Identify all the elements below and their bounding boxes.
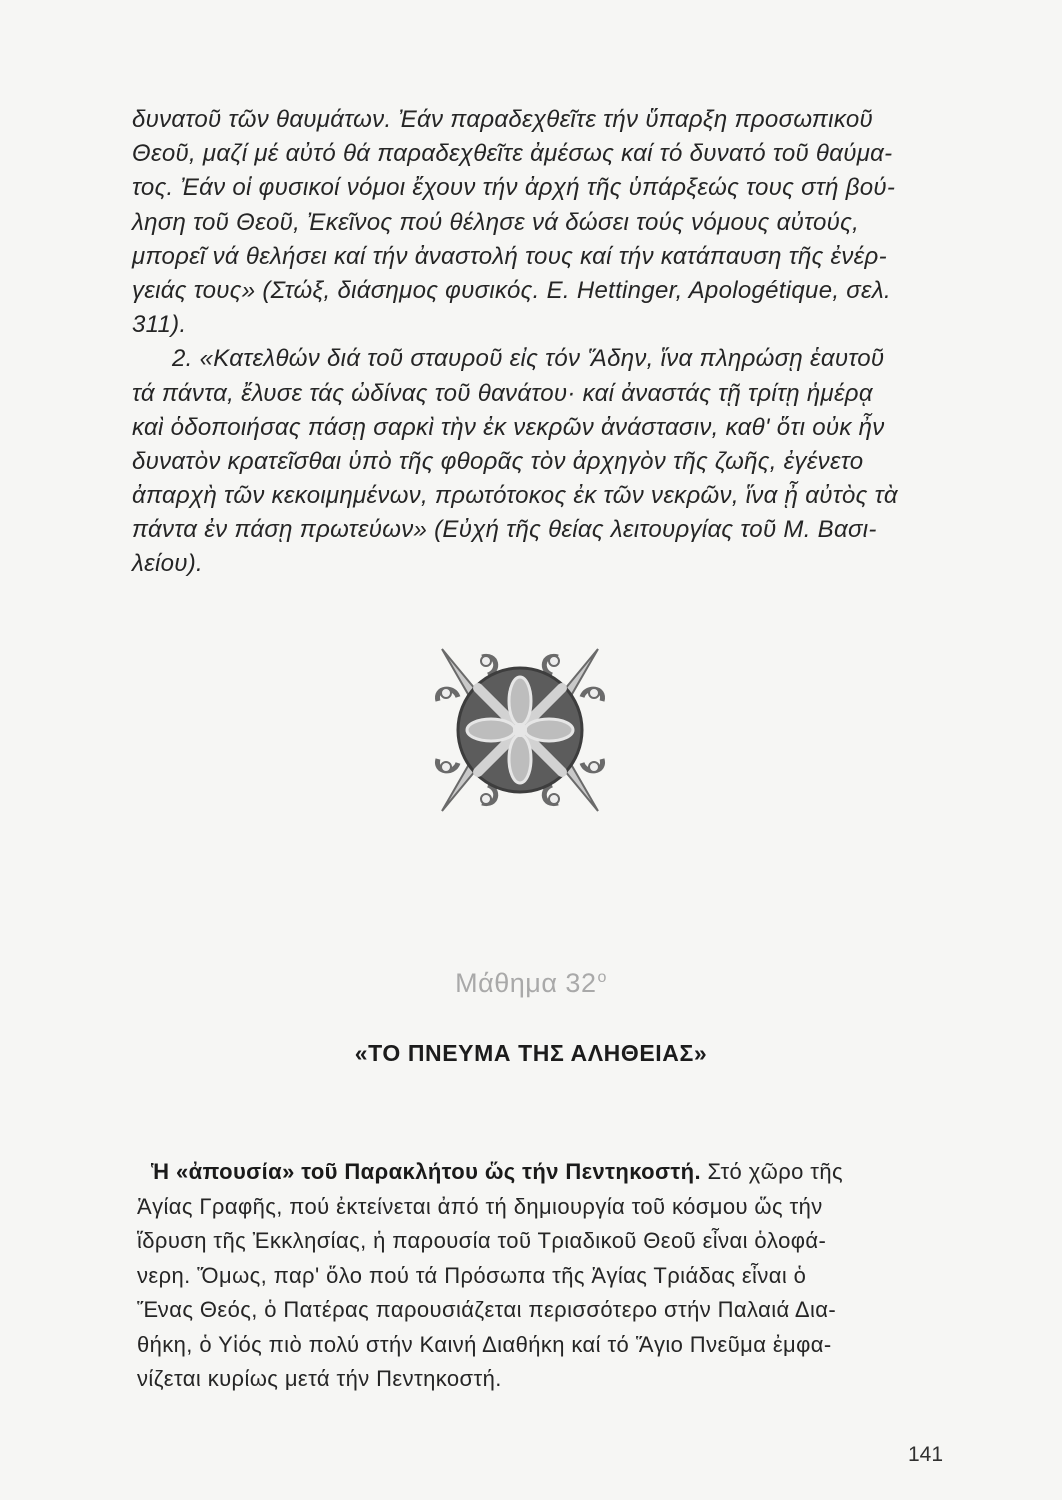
byzantine-ornament-icon <box>420 635 620 825</box>
chapter-title: «ΤΟ ΠΝΕΥΜΑ ΤΗΣ ΑΛΗΘΕΙΑΣ» <box>354 1040 708 1066</box>
text-line: μπορεῖ νά θελήσει καί τήν ἀναστολή τους καί τήν κατάπαυση τῆς ἐνέρ- <box>132 242 887 270</box>
text-line: τος. Ἐάν οἱ φυσικοί νόμοι ἔχουν τήν ἀρχή τῆς ὑπάρξεώς τους στή βού- <box>132 174 896 202</box>
page-number: 141 <box>908 1443 944 1466</box>
text-line: νερη. Ὅμως, παρ' ὅλο πού τά Πρόσωπα τῆς Ἁγίας Τριάδας εἶναι ὁ <box>137 1262 807 1288</box>
lesson-number <box>0 968 1062 999</box>
text-line: θήκη, ὁ Υἱός πιὸ πολύ στήν Καινή Διαθήκη καί τό Ἅγιο Πνεῦμα ἐμφα- <box>137 1331 832 1357</box>
text-line: καὶ ὁδοποιήσας πάσῃ σαρκὶ τὴν ἐκ νεκρῶν ἀνάστασιν, καθ' ὅτι οὐκ ἦν <box>132 413 885 441</box>
text-line: ἀπαρχὴ τῶν κεκοιμημένων, πρωτότοκος ἐκ τῶν νεκρῶν, ἵνα ᾖ αὐτὸς τὰ <box>132 482 898 510</box>
text-line: δυνατὸν κρατεῖσθαι ὑπὸ τῆς φθορᾶς τὸν ἀρχηγὸν τῆς ζωῆς, ἐγένετο <box>132 447 864 475</box>
section-heading: Ἡ «ἀπουσία» τοῦ Παρακλήτου ὥς τήν Πεντηκοστή. <box>151 1159 701 1184</box>
text-line: 311). <box>132 311 187 339</box>
lesson-label: Μάθημα 32 <box>455 968 597 998</box>
text-line: νίζεται κυρίως μετά τήν Πεντηκοστή. <box>137 1366 502 1391</box>
text-line: γειάς τους» (Στώξ, διάσημος φυσικός. E. Hettinger, Apologétique, σελ. <box>132 276 891 304</box>
text-line: δυνατοῦ τῶν θαυμάτων. Ἐάν παραδεχθεῖτε τήν ὕπαρξη προσωπικοῦ <box>132 106 873 133</box>
text-line: Θεοῦ, μαζί μέ αὐτό θά παραδεχθεῖτε ἀμέσως καί τό δυνατό τοῦ θαύμα- <box>132 140 893 168</box>
section-body <box>137 1155 957 1397</box>
footnote-continuation <box>132 103 962 582</box>
text-line: πάντα ἐν πάσῃ πρωτεύων» (Εὐχή τῆς θείας λειτουργίας τοῦ Μ. Βασι- <box>132 516 877 544</box>
text-line: Ἕνας Θεός, ὁ Πατέρας παρουσιάζεται περισσότερο στήν Παλαιά Δια- <box>137 1297 837 1322</box>
section-lead: Στό χῶρο τῆς <box>701 1159 844 1184</box>
text-line: 2. «Κατελθών διά τοῦ σταυροῦ εἰς τόν Ἅδην, ἵνα πληρώσῃ ἑαυτοῦ <box>172 345 885 373</box>
text-line: ληση τοῦ Θεοῦ, Ἐκεῖνος πού θέλησε νά δώσει τούς νόμους αὐτούς, <box>132 208 860 236</box>
text-line: λείου). <box>132 550 203 578</box>
text-line: τά πάντα, ἔλυσε τάς ὠδίνας τοῦ θανάτου· καί ἀναστάς τῇ τρίτῃ ἡμέρᾳ <box>132 379 873 407</box>
text-line: Ἁγίας Γραφῆς, πού ἐκτείνεται ἀπό τή δημιουργία τοῦ κόσμου ὥς τήν <box>137 1193 823 1219</box>
text-line: ἵδρυση τῆς Ἐκκλησίας, ἡ παρουσία τοῦ Τριαδικοῦ Θεοῦ εἶναι ὁλοφά- <box>137 1228 827 1253</box>
lesson-ordinal: ο <box>597 969 607 986</box>
text-line <box>137 1155 957 1190</box>
